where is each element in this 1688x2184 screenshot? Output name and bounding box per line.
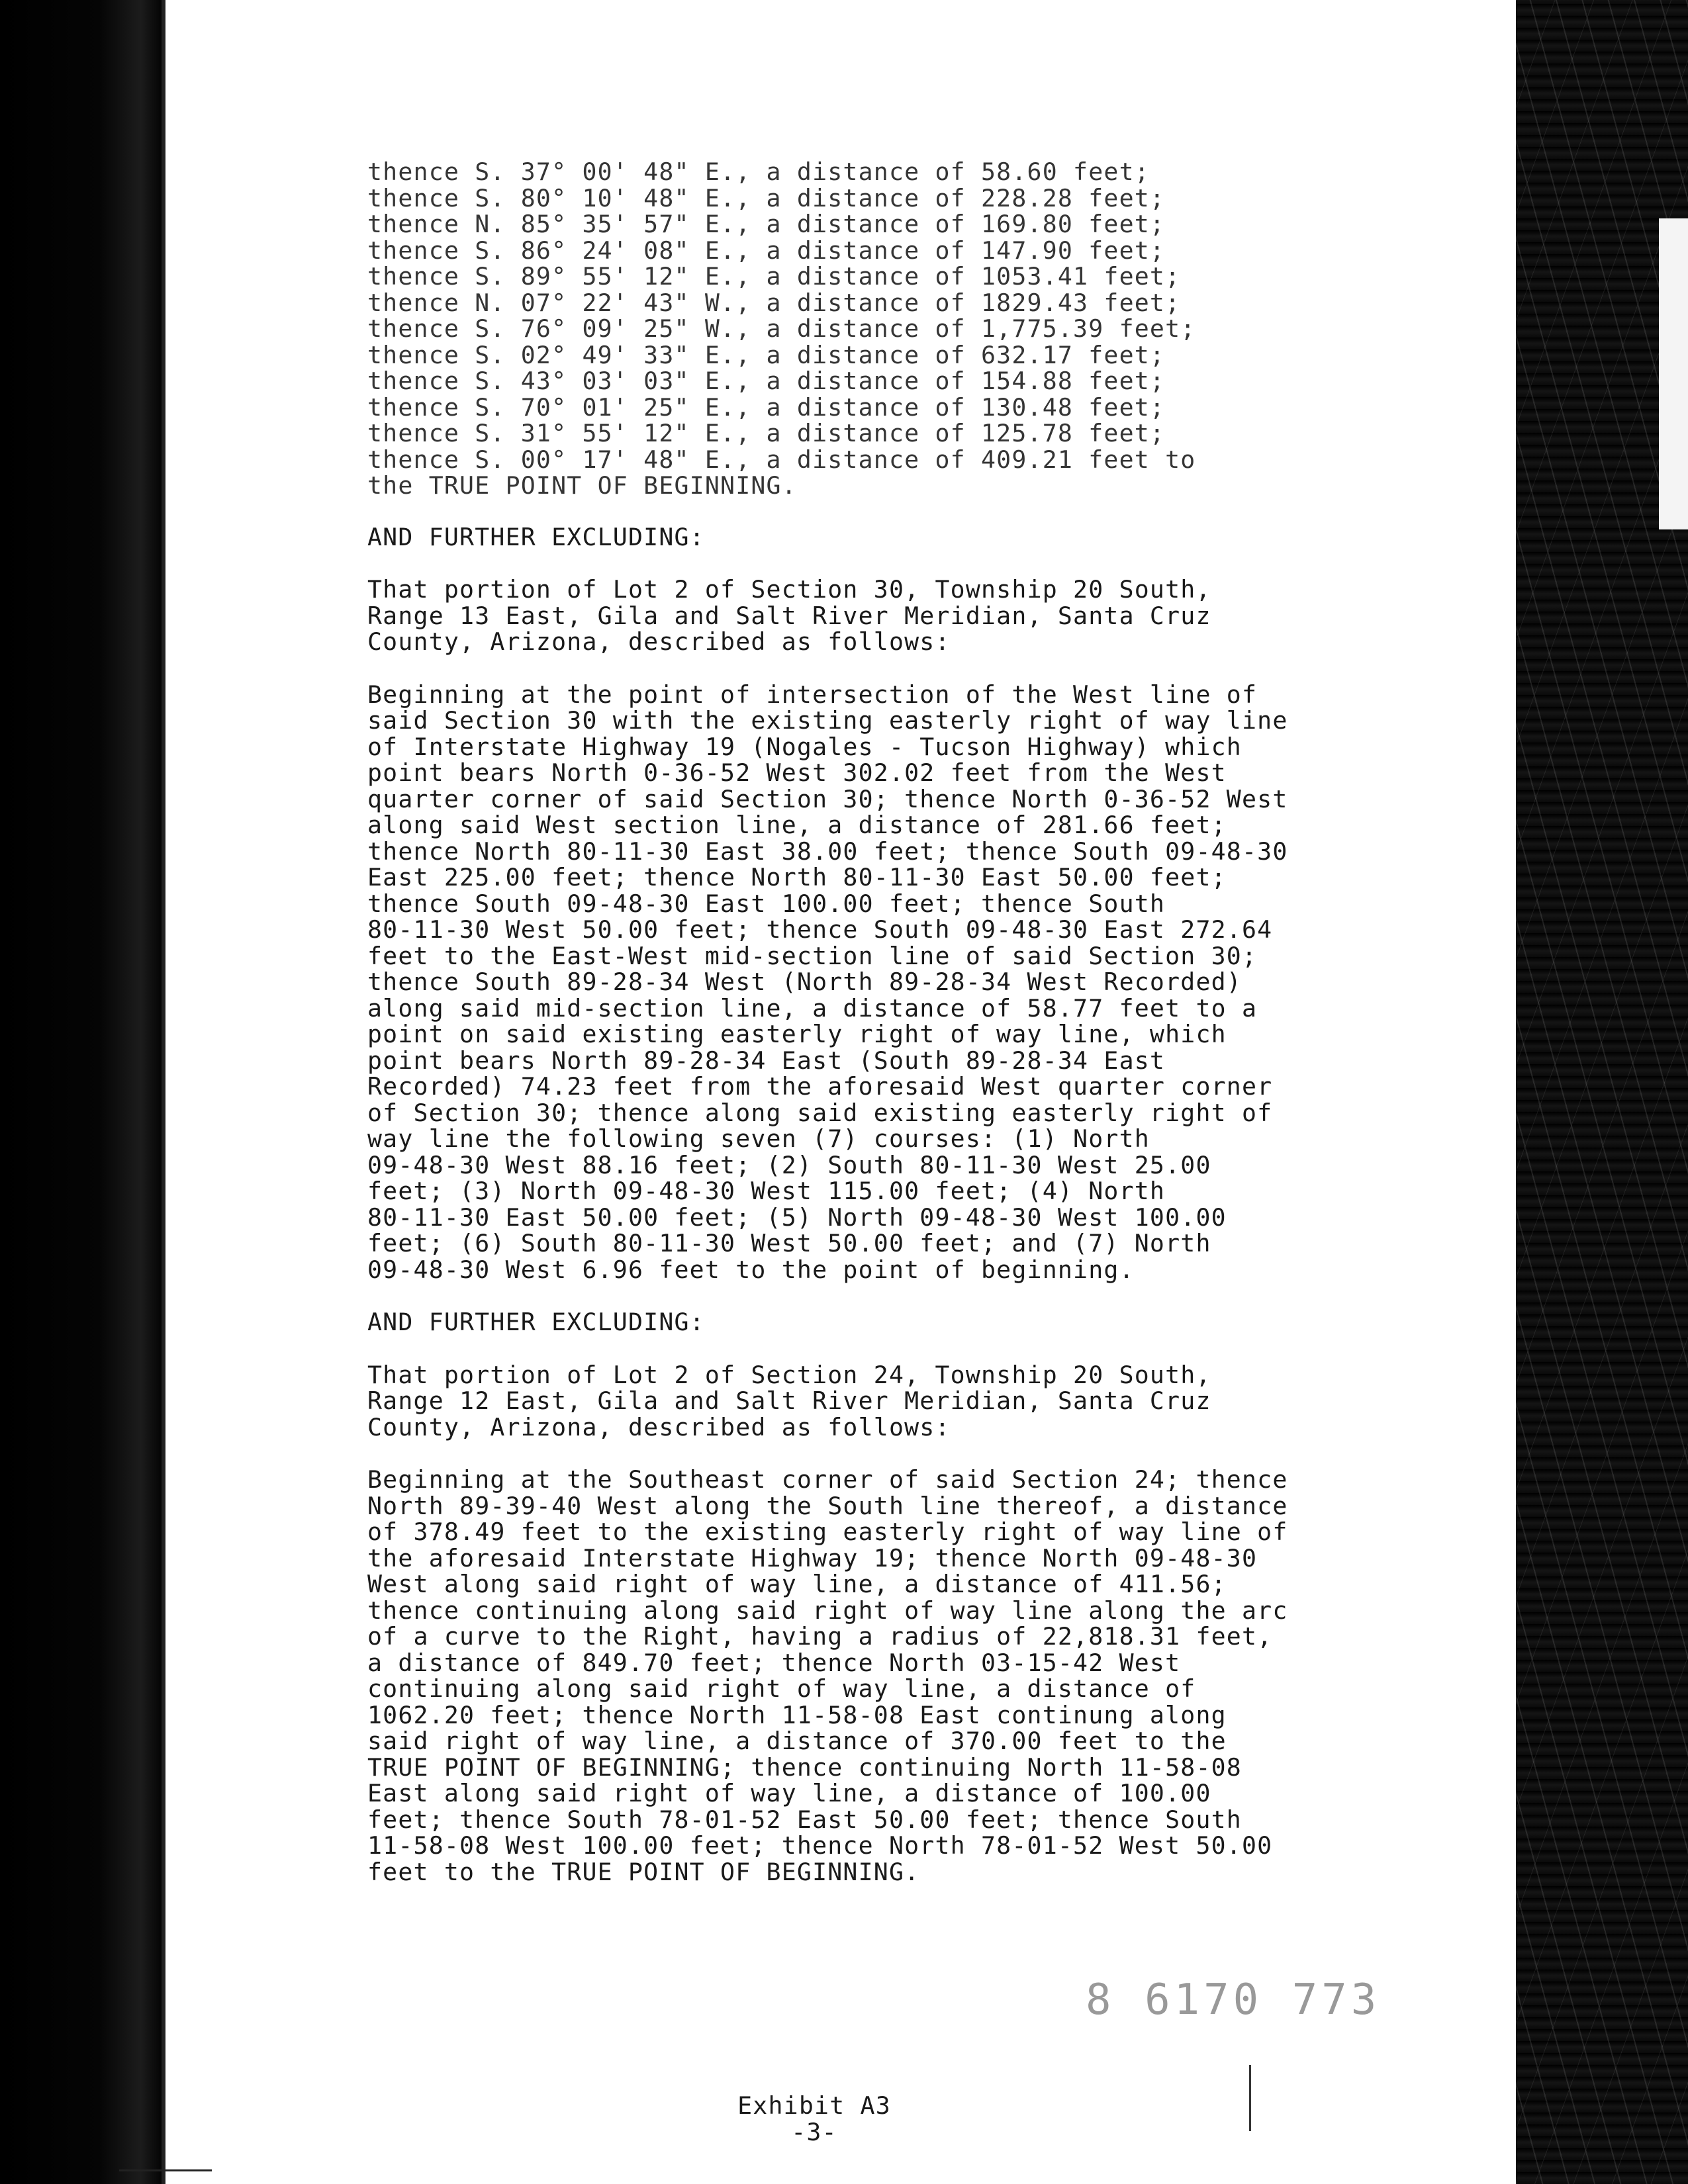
text-line: TRUE POINT OF BEGINNING; thence continuing North 11-58-08 (367, 1752, 1242, 1782)
text-line: That portion of Lot 2 of Section 30, Township 20 South, (367, 575, 1211, 604)
text-line: East along said right of way line, a distance of 100.00 (367, 1779, 1211, 1807)
text-line: said right of way line, a distance of 370.00 feet to the (367, 1727, 1227, 1755)
course-line: thence S. 02° 49' 33" E., a distance of 632.17 feet; (367, 340, 1166, 369)
exhibit-label: Exhibit A3 (737, 2091, 891, 2120)
section-intro (367, 576, 1387, 655)
scan-bottom-rule (119, 2169, 212, 2171)
section-heading: AND FURTHER EXCLUDING: (367, 522, 705, 551)
page-footer (662, 2093, 966, 2146)
course-line: thence S. 76° 09' 25" W., a distance of 1,775.39 feet; (367, 314, 1196, 343)
text-line: feet; thence South 78-01-52 East 50.00 feet; thence South (367, 1805, 1242, 1834)
course-line: thence N. 85° 35' 57" E., a distance of 169.80 feet; (367, 210, 1166, 238)
section-body (367, 682, 1387, 1283)
course-line: thence S. 43° 03' 03" E., a distance of 154.88 feet; (367, 367, 1166, 395)
text-line: West along said right of way line, a distance of 411.56; (367, 1570, 1227, 1598)
text-line: East 225.00 feet; thence North 80-11-30 East 50.00 feet; (367, 863, 1227, 891)
course-line: thence S. 89° 55' 12" E., a distance of 1053.41 feet; (367, 262, 1181, 291)
course-line: thence S. 70° 01' 25" E., a distance of 130.48 feet; (367, 392, 1166, 422)
text-line: 09-48-30 West 88.16 feet; (2) South 80-11-30 West 25.00 (367, 1150, 1211, 1179)
course-line: thence S. 86° 24' 08" E., a distance of 147.90 feet; (367, 236, 1166, 265)
page-number: -3- (791, 2118, 837, 2146)
text-line: of 378.49 feet to the existing easterly right of way line of (367, 1518, 1288, 1546)
text-line: a distance of 849.70 feet; thence North 03-15-42 West (367, 1648, 1181, 1677)
text-line: said Section 30 with the existing easterly right of way line (367, 706, 1288, 735)
text-line: 09-48-30 West 6.96 feet to the point of beginning. (367, 1255, 1135, 1284)
text-line: feet to the TRUE POINT OF BEGINNING. (367, 1857, 920, 1886)
text-line: of a curve to the Right, having a radius of 22,818.31 feet, (367, 1622, 1273, 1651)
legal-description-page (367, 159, 1387, 1911)
text-line: continuing along said right of way line, a distance of (367, 1674, 1196, 1703)
text-line: way line the following seven (7) courses: (1) North (367, 1124, 1150, 1153)
text-line: 11-58-08 West 100.00 feet; thence North 78-01-52 West 50.00 (367, 1831, 1273, 1860)
text-line: thence South 09-48-30 East 100.00 feet; thence South (367, 889, 1166, 918)
text-line: quarter corner of said Section 30; thence North 0-36-52 West (367, 784, 1288, 813)
text-line: feet; (3) North 09-48-30 West 115.00 feet; (4) North (367, 1177, 1166, 1205)
course-line: thence S. 31° 55' 12" E., a distance of 125.78 feet; (367, 419, 1166, 447)
text-line: thence continuing along said right of way line along the arc (367, 1596, 1288, 1625)
text-line: along said mid-section line, a distance of 58.77 feet to a (367, 993, 1258, 1023)
text-line: 80-11-30 West 50.00 feet; thence South 09-48-30 East 272.64 (367, 915, 1273, 944)
text-line: Range 13 East, Gila and Salt River Meridian, Santa Cruz (367, 601, 1211, 630)
text-line: Range 12 East, Gila and Salt River Meridian, Santa Cruz (367, 1387, 1211, 1415)
courses-list (367, 159, 1387, 499)
text-line: point bears North 89-28-34 East (South 89-28-34 East (367, 1046, 1166, 1075)
text-line: Beginning at the point of intersection of the West line of (367, 680, 1258, 709)
course-line: thence N. 07° 22' 43" W., a distance of 1829.43 feet; (367, 288, 1181, 317)
text-line: That portion of Lot 2 of Section 24, Township 20 South, (367, 1360, 1211, 1389)
scan-left-border (0, 0, 165, 2184)
text-line: thence North 80-11-30 East 38.00 feet; thence South 09-48-30 (367, 837, 1288, 866)
scan-right-notch (1659, 218, 1688, 529)
recording-stamp: 8 6170 773 (1086, 1976, 1381, 2025)
course-line: the TRUE POINT OF BEGINNING. (367, 471, 797, 500)
text-line: Beginning at the Southeast corner of said Section 24; thence (367, 1465, 1288, 1494)
text-line: North 89-39-40 West along the South line thereof, a distance (367, 1491, 1288, 1520)
text-line: thence South 89-28-34 West (North 89-28-34 West Recorded) (367, 968, 1242, 996)
text-line: feet to the East-West mid-section line of said Section 30; (367, 941, 1258, 970)
course-line: thence S. 80° 10' 48" E., a distance of 228.28 feet; (367, 183, 1166, 212)
text-line: County, Arizona, described as follows: (367, 627, 951, 656)
margin-mark (1249, 2065, 1251, 2131)
section-heading: AND FURTHER EXCLUDING: (367, 1308, 705, 1336)
text-line: point bears North 0-36-52 West 302.02 feet from the West (367, 758, 1227, 787)
course-line: thence S. 37° 00' 48" E., a distance of 58.60 feet; (367, 158, 1150, 186)
text-line: of Interstate Highway 19 (Nogales - Tucson Highway) which (367, 732, 1242, 761)
section-intro (367, 1362, 1387, 1441)
text-line: point on said existing easterly right of way line, which (367, 1020, 1227, 1048)
text-line: County, Arizona, described as follows: (367, 1412, 951, 1441)
text-line: Recorded) 74.23 feet from the aforesaid West quarter corner (367, 1072, 1273, 1101)
text-line: along said West section line, a distance of 281.66 feet; (367, 811, 1227, 839)
text-line: the aforesaid Interstate Highway 19; thence North 09-48-30 (367, 1543, 1258, 1572)
section-body (367, 1467, 1387, 1885)
text-line: feet; (6) South 80-11-30 West 50.00 feet; and (7) North (367, 1229, 1211, 1257)
text-line: of Section 30; thence along said existing easterly right of (367, 1098, 1273, 1127)
course-line: thence S. 00° 17' 48" E., a distance of 409.21 feet to (367, 445, 1196, 474)
text-line: 1062.20 feet; thence North 11-58-08 East continung along (367, 1700, 1227, 1729)
text-line: 80-11-30 East 50.00 feet; (5) North 09-48-30 West 100.00 (367, 1203, 1227, 1232)
